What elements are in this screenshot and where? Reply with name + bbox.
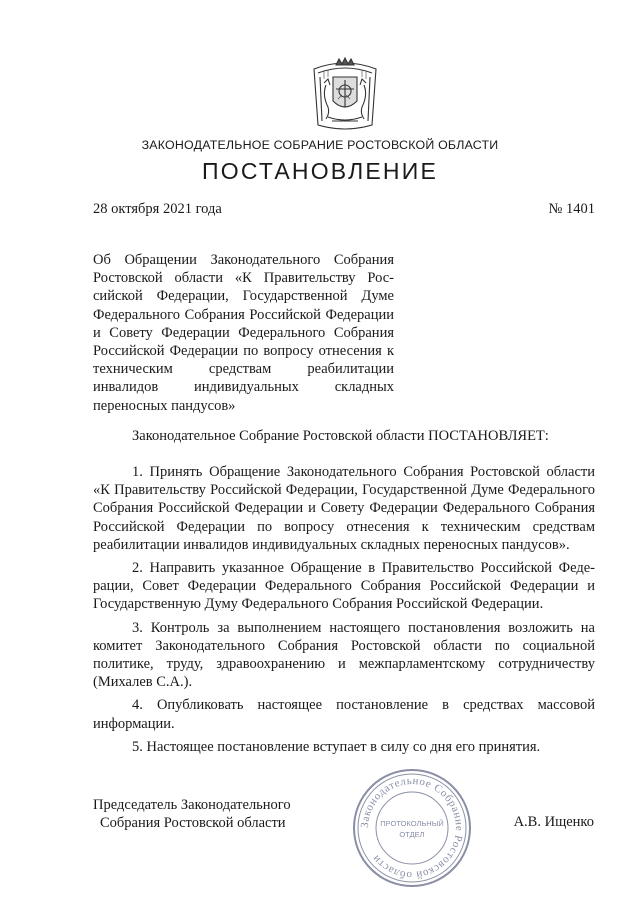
stamp-center-line: ОТДЕЛ (399, 830, 425, 839)
resolution-item: 5. Настоящее постановление вступает в силу со дня его принятия. (132, 738, 541, 755)
official-stamp (350, 766, 474, 890)
stamp-ring-text: Законодательное Собрание Ростовской области (358, 774, 466, 882)
stamp-center-line: ПРОТОКОЛЬНЫЙ (380, 819, 444, 828)
document-subject: Об Обращении Законодательного Собрания Ростовской области «К Правительству Российской Федерации, Государственной Думе Федерального Собрания Российской Федерации и Совету Федерации Федерального Собрания Российской Федерации по вопросу отнесения к техническим средствам реабилитации инвалидов индивидуальных складных переносных пандусов» (93, 252, 394, 414)
document-number: № 1401 (548, 201, 595, 217)
resolution-item: 3. Контроль за выполнением настоящего постановления возложить на комитет Законодательного Собрания Ростовской области по социальной политике, труду, здравоохранению и межпарламентскому сотрудничеству (Михалев С.А.). (93, 619, 595, 691)
resolution-preamble: Законодательное Собрание Ростовской области ПОСТАНОВЛЯЕТ: (132, 428, 549, 444)
signatory-title (93, 796, 291, 832)
signatory-title-line: Собрания Ростовской области (100, 815, 286, 832)
resolution-items (93, 463, 595, 761)
resolution-item: 4. Опубликовать настоящее постановление в средствах массовой информации. (93, 697, 595, 732)
resolution-item: 1. Принять Обращение Законодательного Собрания Ростовской области «К Правительству Российской Федерации, Государственной Думе Федерального Собрания Российской Федерации и Совету Федерации Федерального Собрания Российской Федерации по вопросу отнесения к техническим средствам реабилитации инвалидов индивидуальных складных переносных пандусов». (93, 464, 595, 553)
signatory-title-line: Председатель Законодательного (93, 797, 291, 813)
document-date: 28 октября 2021 года (93, 201, 222, 217)
organization-name: ЗАКОНОДАТЕЛЬНОЕ СОБРАНИЕ РОСТОВСКОЙ ОБЛАСТИ (141, 138, 499, 152)
document-type-title: ПОСТАНОВЛЕНИЕ (202, 158, 438, 184)
signatory-name: А.В. Ищенко (513, 814, 594, 830)
resolution-item: 2. Направить указанное Обращение в Правительство Российской Федерации, Совет Федерации Федерального Собрания Российской Федерации и Государственную Думу Федерального Собрания Российской Федерации. (93, 560, 595, 613)
coat-of-arms-icon (306, 55, 384, 133)
